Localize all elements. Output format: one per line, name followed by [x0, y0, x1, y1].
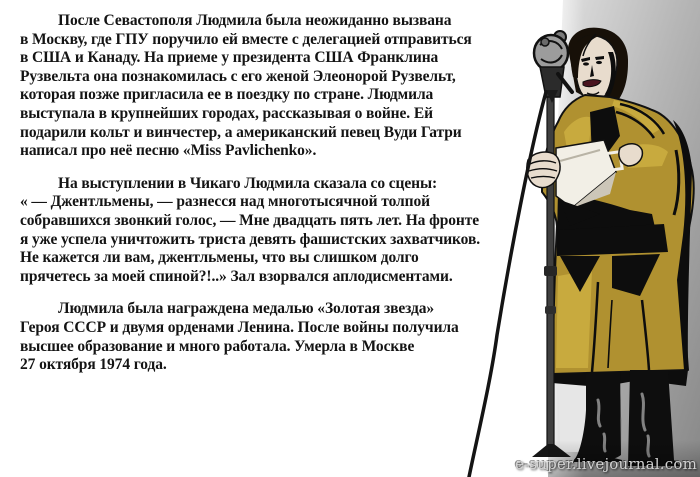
article-text	[20, 12, 512, 375]
text-line: Не кажется ли вам, джентльмены, что вы слишком долго	[20, 249, 419, 267]
text-line: подарили кольт и винчестер, а американский певец Вуди Гатри	[20, 123, 462, 141]
text-line: написал про неё песню «Miss Pavlichenko».	[20, 142, 317, 160]
right-hand	[619, 144, 643, 166]
text-line: прячетесь за моей спиной?!..» Зал взорвался аплодисментами.	[20, 267, 453, 285]
text-line: Героя СССР и двумя орденами Ленина. После войны получила	[20, 318, 459, 336]
text-line: собравшихся звонкий голос, — Мне двадцать пять лет. На фронте	[20, 211, 480, 229]
text-line: которая позже пригласила ее в поездку по стране. Людмила	[20, 86, 434, 104]
text-line: 27 октября 1974 года.	[20, 356, 167, 374]
pavlichenko-illustration	[440, 0, 700, 477]
text-line: Рузвельта она познакомилась с его женой Элеонорой Рузвельт,	[20, 67, 456, 85]
text-line: в США и Канаду. На приеме у президента США Франклина	[20, 49, 439, 67]
watermark: e-super.livejournal.com	[515, 455, 697, 473]
text-line: На выступлении в Чикаго Людмила сказала со сцены:	[58, 174, 438, 192]
text-line: в Москву, где ГПУ поручило ей вместе с делегацией отправиться	[20, 30, 472, 48]
text-line: выступала в крупнейших городах, рассказывая о войне. Ей	[20, 104, 433, 122]
paragraph-1	[20, 12, 512, 161]
text-line: высшее образование и много работала. Умерла в Москве	[20, 337, 415, 355]
text-line: я уже успела уничтожить триста девять фашистских захватчиков.	[20, 230, 480, 248]
paragraph-3	[20, 300, 512, 374]
text-line: « — Джентльмены, — разнесся над многотысячной толпой	[20, 193, 430, 211]
paragraph-2	[20, 175, 512, 287]
mic-cable	[469, 92, 546, 477]
text-line: Людмила была награждена медалью «Золотая звезда»	[58, 300, 435, 318]
text-line: После Севастополя Людмила была неожиданно вызвана	[58, 12, 452, 29]
